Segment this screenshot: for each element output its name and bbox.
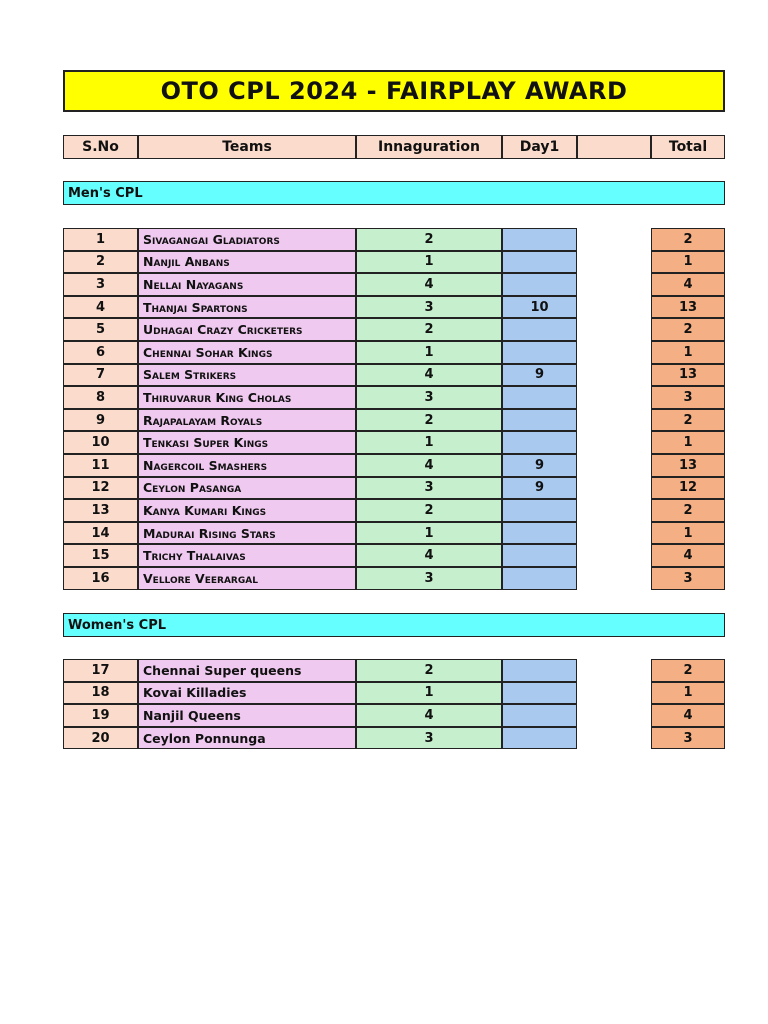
section-mens-cpl: Men's CPL [63,181,725,205]
cell-day1 [502,273,577,296]
cell-day1 [502,544,577,567]
header-teams: Teams [138,135,356,159]
cell-team: Ceylon Pasanga [138,477,356,500]
cell-team: Kanya Kumari Kings [138,499,356,522]
cell-innaguration: 1 [356,431,502,454]
cell-team: Kovai Killadies [138,682,356,705]
cell-innaguration: 4 [356,273,502,296]
header-blank [577,135,651,159]
cell-total: 2 [651,499,725,522]
cell-total: 3 [651,567,725,590]
cell-total: 3 [651,727,725,750]
cell-innaguration: 1 [356,251,502,274]
header-total: Total [651,135,725,159]
page-title: OTO CPL 2024 - FAIRPLAY AWARD [63,70,725,112]
cell-total: 1 [651,682,725,705]
cell-innaguration: 2 [356,499,502,522]
cell-day1: 9 [502,477,577,500]
cell-team: Rajapalayam Royals [138,409,356,432]
cell-total: 13 [651,364,725,387]
cell-sno: 19 [63,704,138,727]
cell-total: 13 [651,296,725,319]
cell-day1 [502,409,577,432]
cell-team: Nanjil Anbans [138,251,356,274]
cell-sno: 17 [63,659,138,682]
header-innaguration: Innaguration [356,135,502,159]
cell-total: 4 [651,273,725,296]
cell-sno: 14 [63,522,138,545]
cell-team: Salem Strikers [138,364,356,387]
cell-day1 [502,386,577,409]
cell-day1 [502,318,577,341]
cell-day1 [502,567,577,590]
cell-team: Tenkasi Super Kings [138,431,356,454]
cell-day1: 9 [502,364,577,387]
cell-total: 12 [651,477,725,500]
cell-sno: 12 [63,477,138,500]
cell-total: 2 [651,318,725,341]
cell-team: Vellore Veerargal [138,567,356,590]
header-day1: Day1 [502,135,577,159]
cell-sno: 11 [63,454,138,477]
cell-innaguration: 3 [356,386,502,409]
cell-total: 1 [651,341,725,364]
cell-total: 1 [651,431,725,454]
cell-sno: 16 [63,567,138,590]
cell-innaguration: 3 [356,567,502,590]
cell-innaguration: 1 [356,341,502,364]
cell-team: Nellai Nayagans [138,273,356,296]
cell-innaguration: 1 [356,522,502,545]
cell-sno: 20 [63,727,138,750]
cell-sno: 8 [63,386,138,409]
section-womens-cpl: Women's CPL [63,613,725,637]
cell-total: 4 [651,544,725,567]
cell-sno: 5 [63,318,138,341]
cell-innaguration: 3 [356,296,502,319]
cell-sno: 6 [63,341,138,364]
cell-innaguration: 2 [356,409,502,432]
cell-sno: 13 [63,499,138,522]
cell-day1 [502,228,577,251]
cell-sno: 18 [63,682,138,705]
cell-team: Sivagangai Gladiators [138,228,356,251]
cell-total: 3 [651,386,725,409]
cell-day1 [502,704,577,727]
cell-total: 2 [651,659,725,682]
cell-sno: 3 [63,273,138,296]
cell-sno: 9 [63,409,138,432]
cell-team: Thiruvarur King Cholas [138,386,356,409]
cell-team: Udhagai Crazy Cricketers [138,318,356,341]
cell-team: Chennai Super queens [138,659,356,682]
cell-innaguration: 4 [356,364,502,387]
cell-team: Ceylon Ponnunga [138,727,356,750]
cell-day1 [502,682,577,705]
cell-sno: 15 [63,544,138,567]
cell-day1 [502,499,577,522]
cell-innaguration: 1 [356,682,502,705]
cell-innaguration: 2 [356,228,502,251]
cell-total: 2 [651,228,725,251]
cell-team: Chennai Sohar Kings [138,341,356,364]
cell-day1: 10 [502,296,577,319]
cell-sno: 7 [63,364,138,387]
cell-sno: 10 [63,431,138,454]
header-sno: S.No [63,135,138,159]
cell-team: Madurai Rising Stars [138,522,356,545]
cell-total: 13 [651,454,725,477]
cell-innaguration: 4 [356,704,502,727]
cell-sno: 2 [63,251,138,274]
cell-innaguration: 2 [356,659,502,682]
cell-day1 [502,341,577,364]
cell-day1 [502,522,577,545]
cell-sno: 4 [63,296,138,319]
cell-innaguration: 4 [356,454,502,477]
cell-team: Nagercoil Smashers [138,454,356,477]
cell-innaguration: 3 [356,477,502,500]
cell-day1 [502,431,577,454]
cell-day1: 9 [502,454,577,477]
cell-day1 [502,727,577,750]
cell-team: Nanjil Queens [138,704,356,727]
cell-innaguration: 4 [356,544,502,567]
cell-total: 4 [651,704,725,727]
cell-team: Thanjai Spartons [138,296,356,319]
cell-total: 1 [651,522,725,545]
cell-team: Trichy Thalaivas [138,544,356,567]
cell-total: 2 [651,409,725,432]
cell-total: 1 [651,251,725,274]
cell-sno: 1 [63,228,138,251]
cell-innaguration: 2 [356,318,502,341]
cell-innaguration: 3 [356,727,502,750]
cell-day1 [502,659,577,682]
cell-day1 [502,251,577,274]
